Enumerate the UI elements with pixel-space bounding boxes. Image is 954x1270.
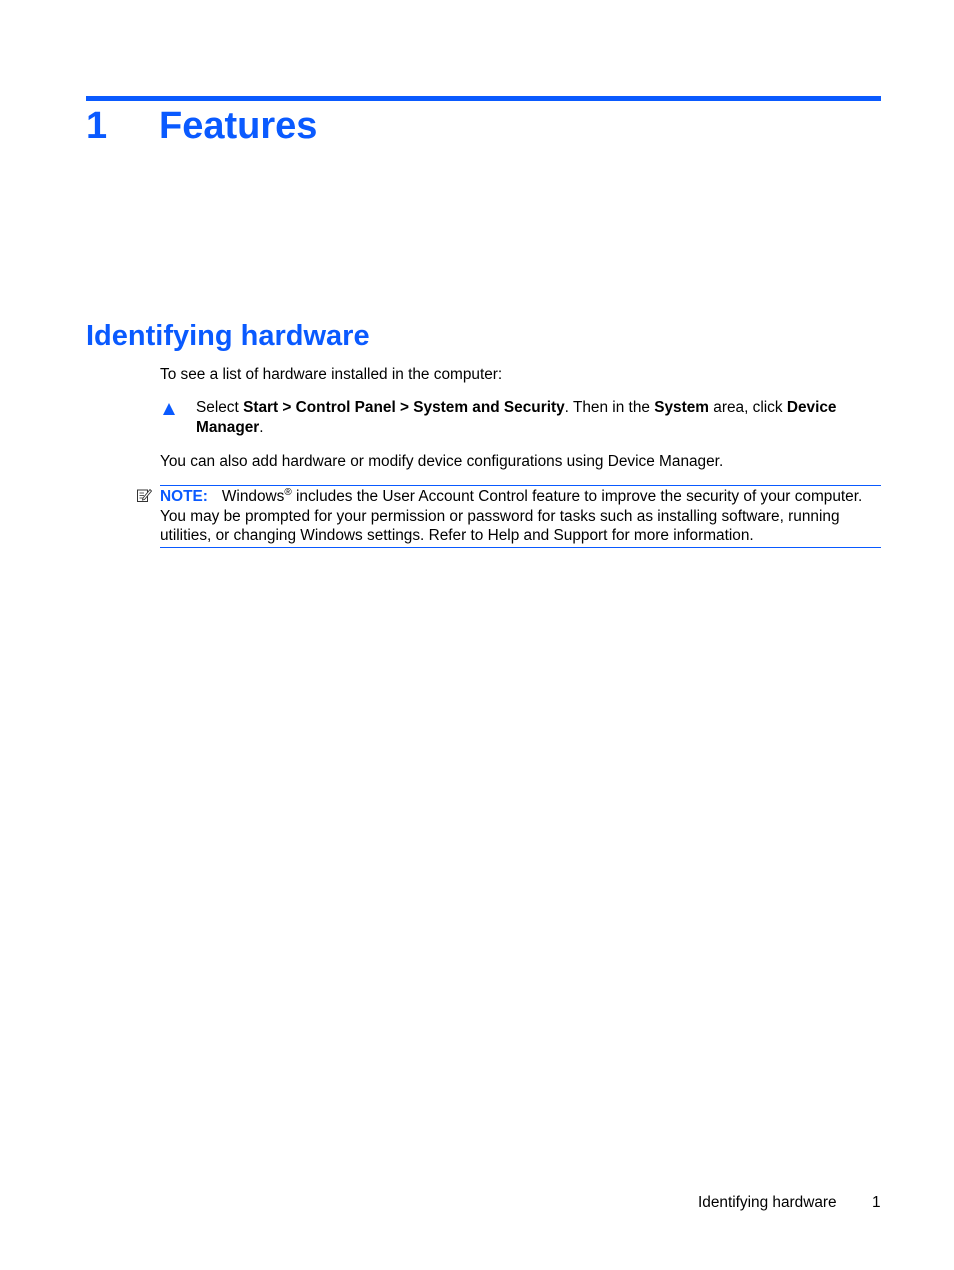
registered-mark: ® (284, 486, 292, 498)
device-manager-paragraph: You can also add hardware or modify device configurations using Device Manager. (160, 453, 724, 470)
chapter-title: Features (159, 105, 318, 147)
footer-section-title: Identifying hardware (698, 1194, 837, 1211)
footer-page-number: 1 (872, 1194, 881, 1211)
note-text-continued: includes the User Account Control feature to improve the security of your computer. You may be prompted for your permission or password for tasks such as installing software, running utilities, or changing Windows settings. Refer to Help and Support for more information. (160, 488, 863, 544)
note-pencil-icon (136, 487, 152, 503)
section-title: Identifying hardware (86, 320, 370, 352)
chapter-number: 1 (86, 105, 108, 147)
step-instruction: Select Start > Control Panel > System and Security. Then in the System area, click Device Manager. (196, 399, 837, 436)
intro-paragraph: To see a list of hardware installed in the computer: (160, 366, 503, 383)
note-box (160, 485, 881, 548)
note-text: Windows (221, 488, 285, 505)
triangle-up-icon (162, 402, 176, 416)
note-label: NOTE: (160, 488, 208, 505)
